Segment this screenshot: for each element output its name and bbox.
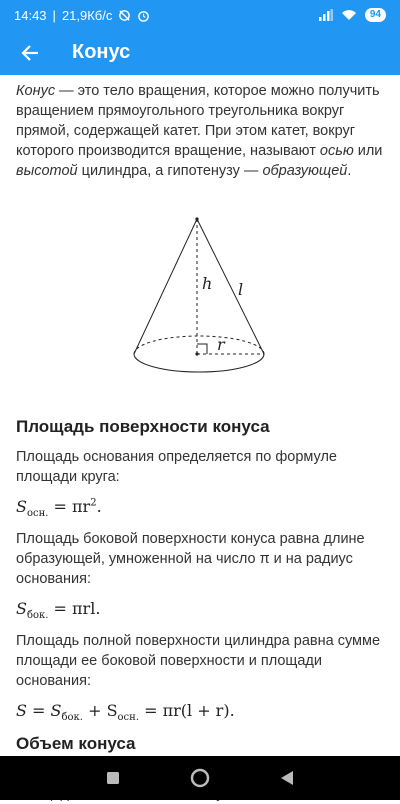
term-height: высотой (16, 163, 78, 179)
formula-subscript-2: осн. (117, 712, 139, 724)
app-bar (0, 30, 400, 75)
formula-part-c: = πr(l + r). (139, 701, 235, 721)
square-icon (106, 771, 120, 785)
status-separator: | (52, 7, 56, 23)
battery-indicator: 94 (365, 8, 386, 22)
formula-part-b: + S (82, 701, 118, 721)
formula-subscript: осн. (26, 508, 49, 520)
status-left (14, 8, 150, 23)
recents-button[interactable] (93, 758, 133, 798)
formula-symbol: S (16, 497, 27, 516)
formula-subscript-1: бок. (61, 712, 83, 724)
formula-symbol: S (16, 599, 27, 619)
status-time: 14:43 (14, 7, 47, 23)
formula-superscript: 2 (90, 497, 97, 509)
home-button[interactable] (180, 758, 220, 798)
base-area-formula (16, 497, 384, 519)
navigation-bar (0, 756, 400, 800)
term-cone: Конус (16, 83, 56, 99)
circle-icon (190, 768, 210, 788)
section-title-volume: Объем конуса (16, 733, 136, 753)
arrow-left-icon (20, 43, 40, 63)
formula-end: . (96, 497, 102, 516)
intro-text-4: . (347, 163, 352, 179)
formula-rhs: = πrl. (53, 599, 101, 619)
wifi-icon (341, 9, 357, 21)
term-generatrix: образующей (262, 163, 348, 179)
intro-text-3: цилиндра, а гипотенузу — (77, 163, 263, 179)
intro-paragraph (16, 81, 384, 181)
do-not-disturb-icon (118, 9, 131, 22)
status-bar (0, 0, 400, 30)
intro-text-1: — это тело вращения, которое можно получить вращением прямоугольного треугольника вокруг прямой, содержащей катет. При этом катет, вокруг которого производится вращение, называют (16, 83, 380, 159)
formula-subscript: бок. (26, 610, 49, 622)
lateral-area-text: Площадь боковой поверхности конуса равна длине образующей, умноженной на число π и на радиус основания: (16, 531, 365, 588)
signal-icon (319, 9, 333, 21)
cone-figure (16, 209, 384, 399)
label-r: r (217, 335, 225, 354)
status-net-speed: 21,9Кб/с (61, 7, 113, 23)
page-title: Конус (72, 41, 131, 63)
label-h: h (202, 274, 213, 293)
lateral-area-formula (16, 599, 384, 621)
article-content (0, 75, 400, 756)
intro-text-2: или (353, 143, 383, 159)
total-area-formula (16, 701, 384, 723)
back-nav-button[interactable] (267, 758, 307, 798)
alarm-icon (137, 9, 150, 22)
term-axis: осью (319, 143, 354, 159)
triangle-back-icon (280, 770, 294, 786)
base-area-text: Площадь основания определяется по формуле площади круга: (16, 449, 337, 485)
section-title-area: Площадь поверхности конуса (16, 417, 270, 436)
total-area-text: Площадь полной поверхности цилиндра равна сумме площади ее боковой поверхности и площади основания: (16, 633, 381, 690)
formula-part-a: S = S (16, 701, 62, 721)
cone-diagram (16, 209, 384, 399)
label-l: l (238, 280, 244, 299)
status-right (319, 8, 386, 22)
formula-rhs: = πr (53, 497, 91, 516)
back-button[interactable] (0, 30, 60, 75)
